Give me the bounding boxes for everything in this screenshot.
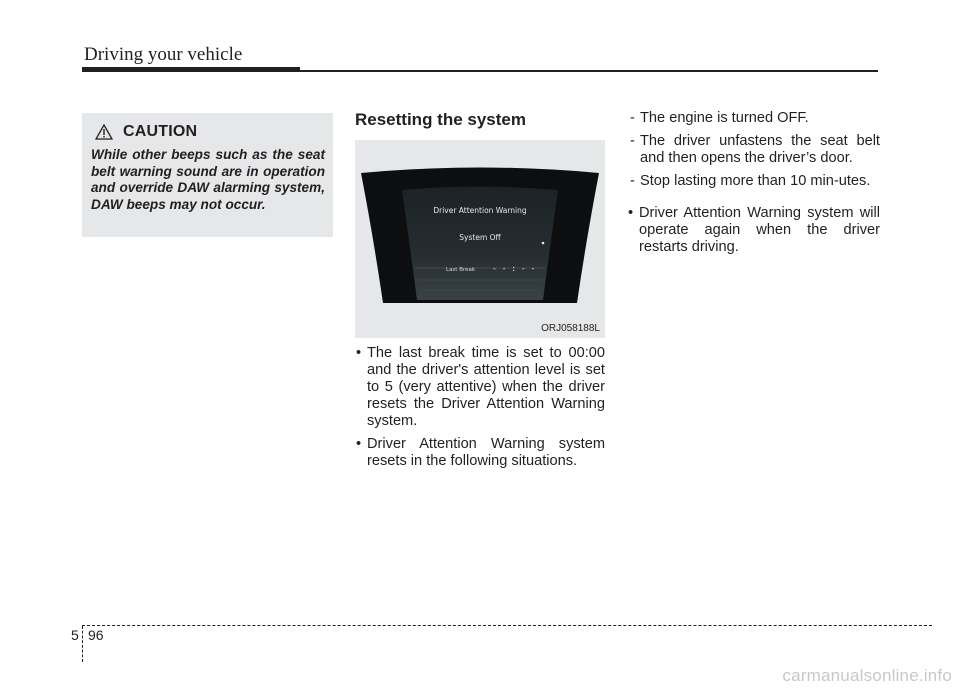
reset-bullets <box>355 345 605 476</box>
reset-situations <box>630 110 880 196</box>
header-rule-thin <box>300 70 878 72</box>
last-break-label: Last Break <box>446 267 476 273</box>
list-item: • Driver Attention Warning system resets in the following situations. <box>355 436 605 470</box>
screen-status-text: System Off <box>459 233 501 242</box>
footer-divider <box>82 626 83 662</box>
list-item: • The last break time is set to 00:00 and the driver's attention level is set to 5 (very attentive) when the driver resets the Driver Attention Warning system. <box>355 345 605 430</box>
screen-indicator-dot <box>542 242 545 245</box>
restart-bullets <box>627 205 880 262</box>
last-break-value: - - : - - <box>492 264 536 273</box>
page-header-title: Driving your vehicle <box>84 44 243 65</box>
caution-header <box>91 121 325 143</box>
caution-box <box>82 113 333 237</box>
list-item: - The engine is turned OFF. <box>630 110 880 127</box>
cluster-display-illustration <box>355 140 605 338</box>
chapter-number: 5 <box>71 627 79 643</box>
list-item: • Driver Attention Warning system will operate again when the driver restarts driving. <box>627 205 880 256</box>
warning-triangle-icon <box>95 124 113 140</box>
caution-text: While other beeps such as the seat belt warning sound are in operation and override DAW alarming system, DAW beeps may not occur. <box>91 147 325 212</box>
cluster-figure <box>355 140 605 338</box>
footer-rule <box>82 625 932 626</box>
list-item: - Stop lasting more than 10 min-utes. <box>630 173 880 190</box>
section-title: Resetting the system <box>355 110 526 129</box>
watermark: carmanualsonline.info <box>782 666 952 685</box>
page-number: 96 <box>88 627 104 643</box>
caution-title: CAUTION <box>123 123 198 140</box>
figure-code: ORJ058188L <box>541 323 600 334</box>
screen-title-text: Driver Attention Warning <box>433 206 527 215</box>
header-rule-thick <box>82 67 300 72</box>
list-item: - The driver unfastens the seat belt and then opens the driver’s door. <box>630 133 880 167</box>
